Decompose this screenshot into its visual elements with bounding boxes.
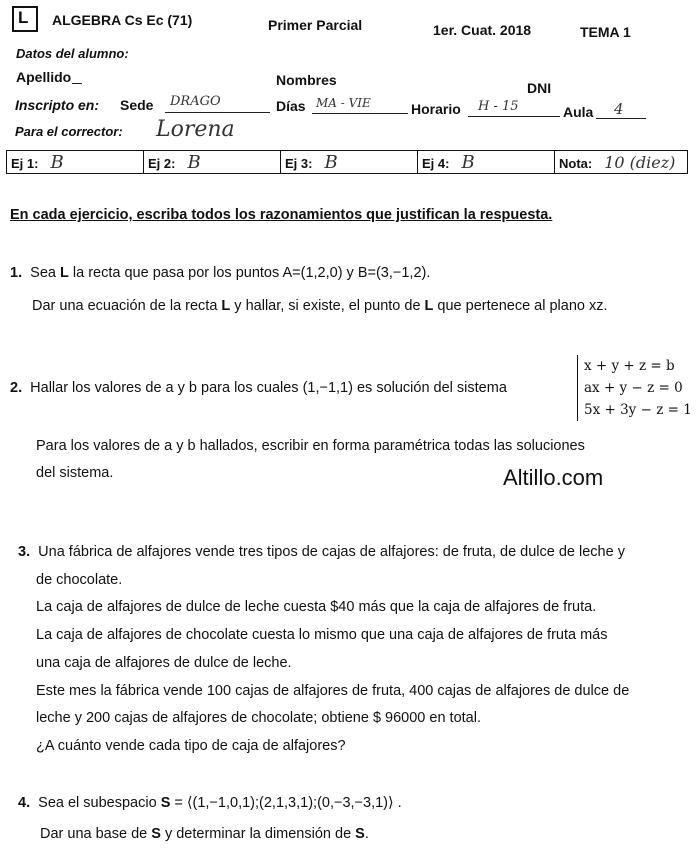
equation-1: x + y + z = b [584, 358, 675, 374]
exercise-3-number: 3. [18, 544, 31, 560]
sede-line [165, 112, 270, 113]
exercise-1-number: 1. [10, 265, 23, 281]
grade-cell-ej1 [7, 151, 144, 174]
nota-value: 10 (diez) [604, 152, 676, 172]
student-section-title: Datos del alumno: [16, 46, 129, 61]
equation-3: 5x + 3y − z = 1 [584, 402, 692, 418]
exercise-4-line-2 [40, 819, 369, 849]
text: Hallar los valores de a y b para los cuales (1,−1,1) es solución del sistema [30, 380, 507, 396]
line-name: L [60, 265, 69, 281]
grade-cell-ej3 [281, 151, 418, 174]
exercise-3-line-3: La caja de alfajores de dulce de leche cuesta $40 más que la caja de alfajores de fruta. [36, 599, 597, 615]
dias-line [312, 113, 408, 114]
subspace-name: S [160, 795, 171, 811]
equation-system [577, 355, 692, 421]
text: Sea [30, 265, 60, 281]
text: y determinar la dimensión de [160, 826, 356, 842]
subspace-name: S [355, 826, 365, 842]
horario-label: Horario [411, 101, 461, 117]
exam-name: Primer Parcial [268, 17, 363, 33]
grade-label: Ej 3: [285, 155, 313, 171]
dias-value: MA - VIE [316, 96, 371, 110]
corrector-signature: Lorena [156, 117, 235, 142]
exercise-2-line-3: del sistema. [36, 465, 114, 481]
tema-letter-box [12, 6, 38, 32]
text: Dar una base de [40, 826, 152, 842]
course-title: ALGEBRA Cs Ec (71) [52, 12, 193, 28]
exercise-1-line-2 [32, 291, 608, 321]
horario-value: H - 15 [478, 99, 519, 114]
dias-label: Días [276, 98, 306, 114]
subspace-name: S [151, 826, 161, 842]
line-name: L [424, 298, 434, 314]
exercise-3-line-1 [18, 537, 625, 567]
aula-value: 4 [614, 100, 624, 118]
exercise-2-line-2: Para los valores de a y b hallados, escribir en forma paramétrica todas las soluciones [36, 438, 585, 454]
equation-2: ax + y − z = 0 [584, 380, 683, 396]
exercise-3-line-4: La caja de alfajores de chocolate cuesta lo mismo que una caja de alfajores de fruta más [36, 627, 608, 643]
line-name: L [221, 298, 231, 314]
text: . [364, 826, 369, 842]
grade-cell-ej2 [144, 151, 281, 174]
horario-line [468, 116, 560, 117]
exercise-3-line-7: leche y 200 cajas de alfajores de chocolate; obtiene $ 96000 en total. [36, 710, 481, 726]
tema-letter: L [18, 8, 29, 27]
grades-table [6, 150, 688, 174]
apellido-line [72, 83, 82, 84]
text: Sea el subespacio [38, 795, 161, 811]
text: = ⟨(1,−1,0,1);(2,1,3,1);(0,−3,−3,1)⟩ . [170, 795, 402, 811]
aula-label: Aula [563, 104, 594, 120]
dni-label: DNI [527, 80, 552, 96]
exercise-1-line-1 [10, 258, 430, 288]
grade-label: Ej 1: [11, 155, 39, 171]
text: y hallar, si existe, el punto de [230, 298, 425, 314]
nota-label: Nota: [559, 155, 593, 171]
nombres-label: Nombres [276, 72, 337, 88]
grade-value: B [50, 151, 64, 173]
text: que pertenece al plano xz. [433, 298, 608, 314]
tema-label: TEMA 1 [580, 24, 631, 40]
exercise-2-number: 2. [10, 380, 23, 396]
grade-label: Ej 4: [422, 155, 450, 171]
grade-label: Ej 2: [148, 155, 176, 171]
grade-cell-nota [555, 151, 688, 174]
exam-period: 1er. Cuat. 2018 [433, 22, 532, 38]
grade-value: B [187, 151, 201, 173]
exercise-2-line-1 [10, 373, 507, 403]
grade-cell-ej4 [418, 151, 555, 174]
exercise-4-number: 4. [18, 795, 31, 811]
text: Dar una ecuación de la recta [32, 298, 222, 314]
apellido-label: Apellido [16, 69, 72, 85]
grade-value: B [461, 151, 475, 173]
sede-label: Sede [120, 97, 154, 113]
instructions: En cada ejercicio, escriba todos los razonamientos que justifican la respuesta. [10, 207, 553, 223]
text: Una fábrica de alfajores vende tres tipos de cajas de alfajores: de fruta, de dulce de leche y [38, 544, 625, 560]
corrector-label: Para el corrector: [15, 124, 123, 139]
grade-value: B [324, 151, 338, 173]
watermark: Altillo.com [503, 465, 604, 490]
aula-line [596, 118, 646, 119]
inscripto-label: Inscripto en: [15, 97, 100, 113]
exercise-4-line-1 [18, 788, 402, 818]
exercise-3-line-2: de chocolate. [36, 572, 123, 588]
text: la recta que pasa por los puntos A=(1,2,0) y B=(3,−1,2). [68, 265, 431, 281]
exercise-3-line-5: una caja de alfajores de dulce de leche. [36, 655, 292, 671]
sede-value: DRAGO [170, 94, 221, 109]
exercise-3-line-6: Este mes la fábrica vende 100 cajas de alfajores de fruta, 400 cajas de alfajores de dulce de [36, 683, 630, 699]
exercise-3-line-8: ¿A cuánto vende cada tipo de caja de alfajores? [36, 738, 346, 754]
